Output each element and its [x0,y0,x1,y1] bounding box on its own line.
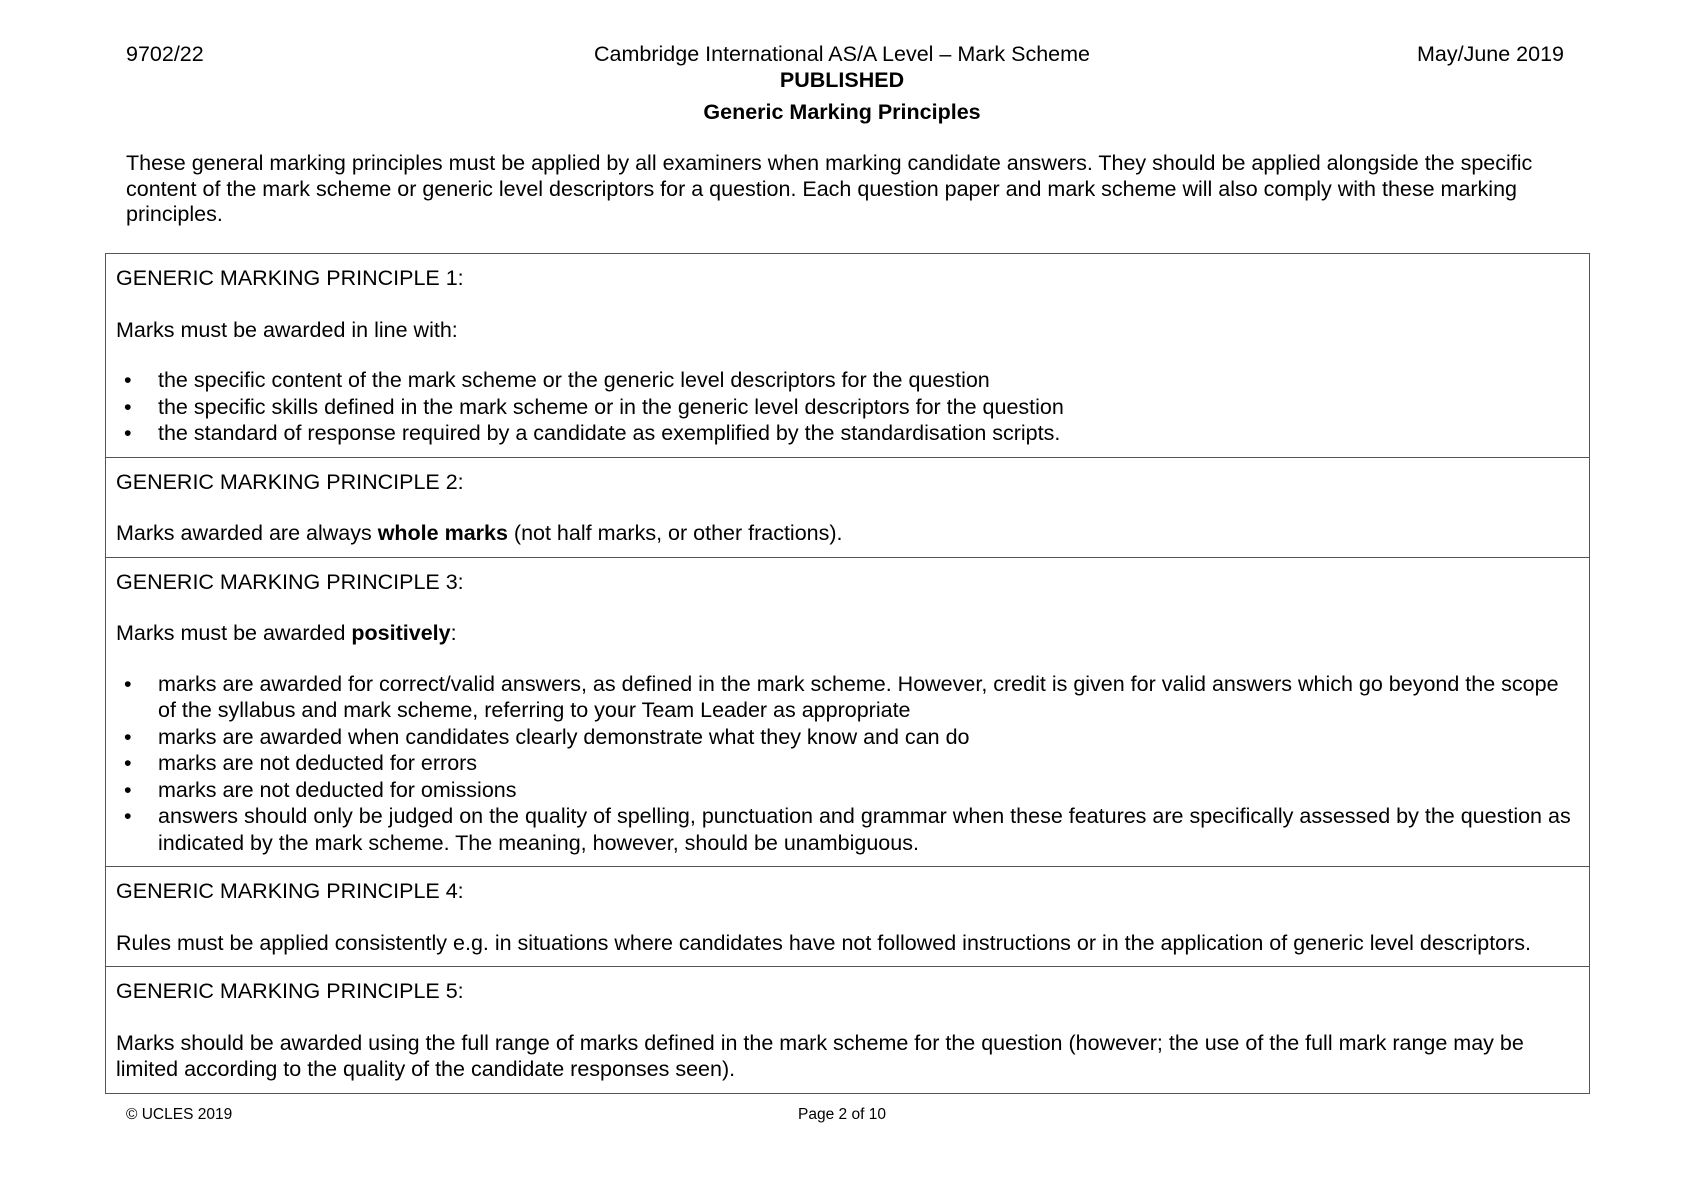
principle-4 [106,867,1589,967]
page-number: Page 2 of 10 [798,1106,886,1123]
bullet-item: • answers should only be judged on the quality of spelling, punctuation and grammar when these features are specifically assessed by the question as indicated by the mark scheme. The meaning, however, should be unambiguous. [116,803,1579,856]
bullet-item: • the specific content of the mark scheme or the generic level descriptors for the question [116,367,1579,394]
principle-text [116,520,1579,547]
principle-bullet-list [116,367,1579,447]
published-label: PUBLISHED [779,68,905,92]
bullet-item: • the standard of response required by a candidate as exemplified by the standardisation scripts. [116,420,1579,447]
principle-3 [106,558,1589,868]
principle-text-before: Rules must be applied consistently e.g. in situations where candidates have not followed instructions or in the application of generic level descriptors. [116,930,1532,955]
principle-heading: GENERIC MARKING PRINCIPLE 5: [116,979,464,1003]
bullet-item: • marks are awarded for correct/valid answers, as defined in the mark scheme. However, credit is given for valid answers which go beyond the scope of the syllabus and mark scheme, referring to your Team Leader as appropriate [116,671,1579,724]
syllabus-code: 9702/22 [126,42,204,66]
exam-session: May/June 2019 [1416,42,1564,66]
principles-table [105,253,1590,1094]
principle-5 [106,967,1589,1093]
principle-text-before: Marks must be awarded in line with: [116,317,458,342]
principle-text-before: Marks must be awarded [116,621,352,645]
bullet-item: • marks are not deducted for omissions [116,777,1579,804]
principle-2 [106,458,1589,558]
principle-text-after: (not half marks, or other fractions). [507,521,843,545]
principle-text [116,930,1579,957]
section-title: Generic Marking Principles [703,100,981,124]
principle-text-before: Marks awarded are always [116,521,378,545]
principle-heading: GENERIC MARKING PRINCIPLE 1: [116,266,464,290]
principle-heading: GENERIC MARKING PRINCIPLE 2: [116,469,464,494]
principle-heading: GENERIC MARKING PRINCIPLE 4: [116,879,464,903]
bullet-item: • marks are awarded when candidates clearly demonstrate what they know and can do [116,724,1579,751]
principle-text [116,620,1579,647]
intro-paragraph: These general marking principles must be applied by all examiners when marking candidate answers. They should be applied alongside the specific content of the mark scheme or generic level descriptors for a question. Each question paper and mark scheme will also comply with these marking principles. [126,151,1533,226]
principle-text-after: : [450,621,457,645]
principle-1 [106,254,1589,458]
document-title: Cambridge International AS/A Level – Mark Scheme [594,42,1090,66]
principle-heading: GENERIC MARKING PRINCIPLE 3: [116,569,464,594]
copyright-notice: © UCLES 2019 [126,1106,233,1123]
bullet-item: • the specific skills defined in the mark scheme or in the generic level descriptors for the question [116,394,1579,421]
principle-text-before: Marks should be awarded using the full range of marks defined in the mark scheme for the question (however; the use of the full mark range may be limited according to the quality of the candidate responses seen). [116,1030,1524,1081]
bullet-item: • marks are not deducted for errors [116,750,1579,777]
principle-emphasis: positively [351,621,451,645]
principle-text [116,317,1579,344]
principle-text [116,1030,1579,1083]
principle-bullet-list [116,671,1579,857]
principle-emphasis: whole marks [377,521,508,545]
